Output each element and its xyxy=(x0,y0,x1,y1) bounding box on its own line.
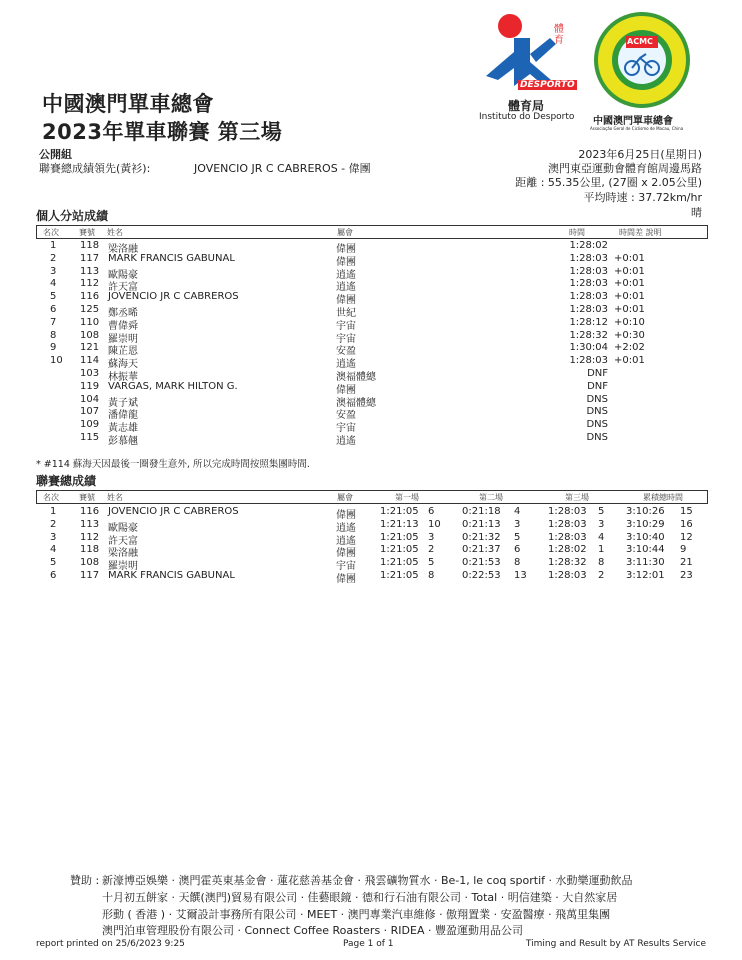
cell-total-time: 3:10:44 xyxy=(626,544,665,556)
stage-table-row xyxy=(36,240,706,255)
cell-name: VARGAS, MARK HILTON G. xyxy=(108,380,238,392)
cell-diff: +0:01 xyxy=(614,304,645,315)
cell-total-time: 3:10:40 xyxy=(626,531,665,543)
stage-table-row xyxy=(36,252,706,268)
cell-club: 澳福體總 xyxy=(336,372,376,383)
cell-name: 羅崇明 xyxy=(108,561,138,573)
cell-total-pts: 9 xyxy=(680,544,687,556)
cell-rank: 5 xyxy=(50,557,57,569)
col-rank: 名次 xyxy=(43,228,59,237)
category-label: 公開組 xyxy=(39,148,72,161)
cell-club: 澳福體總 xyxy=(336,397,376,409)
cell-bib: 121 xyxy=(80,342,100,354)
cell-name: 許天富 xyxy=(108,282,138,294)
desporto-name-pt: Instituto do Desporto xyxy=(479,112,575,122)
col-race3: 第三場 xyxy=(565,493,589,502)
cell-rank: 4 xyxy=(50,544,57,556)
cell-diff: +0:01 xyxy=(614,265,645,277)
cell-diff: +2:02 xyxy=(614,342,645,354)
overall-table-row xyxy=(36,544,706,560)
cell-club: 宇宙 xyxy=(336,423,356,435)
cell-club: 世紀 xyxy=(336,308,356,319)
cell-race2-pts: 5 xyxy=(514,531,521,543)
cell-name: 梁洛融 xyxy=(108,548,138,560)
cell-race3-time: 1:28:03 xyxy=(548,531,587,543)
cell-race3-pts: 4 xyxy=(598,531,605,543)
cell-total-time: 3:11:30 xyxy=(626,557,665,569)
cell-race2-time: 0:21:37 xyxy=(462,544,501,556)
cell-race1-time: 1:21:05 xyxy=(380,531,419,543)
cell-name: 梁洛融 xyxy=(108,244,138,255)
cell-club: 偉團 xyxy=(336,295,356,307)
cell-time: DNS xyxy=(586,419,608,431)
cell-race2-pts: 4 xyxy=(514,506,521,517)
cell-time: 1:28:03 xyxy=(569,252,608,264)
event-distance: 距離 : 55.35公里, (27圈 x 2.05公里) xyxy=(515,176,702,189)
page-number: Page 1 of 1 xyxy=(343,939,394,949)
stage-table-header xyxy=(36,225,708,239)
desporto-brand: DESPORTO xyxy=(520,80,575,90)
cell-total-time: 3:10:26 xyxy=(626,506,665,517)
sponsors-line3: 形動 ( 香港 ) · 艾爾設計事務所有限公司 · MEET · 澳門專業汽車維修 · 傲翔置業 · 安盈醫療 · 飛萬里集團 xyxy=(102,908,611,921)
cell-name: 林振華 xyxy=(108,372,138,383)
cell-race1-pts: 6 xyxy=(428,506,435,517)
cell-total-time: 3:10:29 xyxy=(626,518,665,530)
stage-table-row xyxy=(36,304,706,319)
timing-service: Timing and Result by AT Results Service xyxy=(525,939,706,949)
cell-rank: 1 xyxy=(50,506,57,517)
cell-time: 1:28:03 xyxy=(569,304,608,315)
cell-bib: 113 xyxy=(80,518,100,530)
col-rank: 名次 xyxy=(43,493,59,502)
stage-table-row xyxy=(36,291,706,307)
cell-race1-time: 1:21:05 xyxy=(380,570,419,581)
cell-race2-pts: 3 xyxy=(514,518,521,530)
col-bib: 賽號 xyxy=(79,228,95,237)
acmc-badge-emblem xyxy=(594,12,690,108)
col-name: 姓名 xyxy=(107,228,123,237)
cell-race2-pts: 6 xyxy=(514,544,521,556)
cell-name: 蘇海天 xyxy=(108,359,138,371)
cell-race3-pts: 2 xyxy=(598,570,605,581)
cell-race2-time: 0:21:18 xyxy=(462,506,501,517)
cell-race3-time: 1:28:03 xyxy=(548,570,587,581)
stage-table-row xyxy=(36,355,706,371)
cell-club: 逍遙 xyxy=(336,522,356,534)
cell-rank: 5 xyxy=(50,291,57,303)
cell-rank: 6 xyxy=(50,304,57,315)
cell-club: 偉團 xyxy=(336,548,356,560)
cell-race1-pts: 3 xyxy=(428,531,435,543)
cell-name: 彭慕翹 xyxy=(108,436,138,447)
stage-table-row xyxy=(36,432,706,447)
cell-time: DNF xyxy=(587,380,608,392)
cell-rank: 3 xyxy=(50,531,57,543)
cell-bib: 109 xyxy=(80,419,100,431)
cell-club: 安盈 xyxy=(336,346,356,358)
cell-bib: 125 xyxy=(80,304,100,315)
desporto-vertical-text: 體育 xyxy=(554,24,564,46)
cell-club: 逍遙 xyxy=(336,359,356,371)
sponsors-label: 贊助 : xyxy=(70,874,100,887)
cell-bib: 108 xyxy=(80,329,100,341)
col-race1: 第一場 xyxy=(395,493,419,502)
cell-rank: 7 xyxy=(50,316,57,328)
overall-table-row xyxy=(36,506,706,521)
cell-rank: 2 xyxy=(50,518,57,530)
cell-bib: 115 xyxy=(80,432,100,443)
cell-race1-pts: 5 xyxy=(428,557,435,569)
cell-name: 曹偉舜 xyxy=(108,320,138,332)
cell-total-pts: 12 xyxy=(680,531,693,543)
cell-race3-pts: 3 xyxy=(598,518,605,530)
acmc-badge-text: ACMC xyxy=(627,37,653,46)
overall-table-row xyxy=(36,531,706,547)
cell-time: 1:28:03 xyxy=(569,355,608,367)
cell-time: DNS xyxy=(586,432,608,443)
cell-race3-time: 1:28:32 xyxy=(548,557,587,569)
event-avg-speed: 平均時速 : 37.72km/hr xyxy=(583,191,702,204)
cell-name: 歐陽豪 xyxy=(108,269,138,281)
cell-race1-time: 1:21:05 xyxy=(380,544,419,556)
cell-race2-time: 0:21:53 xyxy=(462,557,501,569)
cell-diff: +0:10 xyxy=(614,316,645,328)
cell-bib: 113 xyxy=(80,265,100,277)
cell-diff: +0:01 xyxy=(614,252,645,264)
page-title-line2: 2023年單車聯賽 第三場 xyxy=(42,120,283,144)
cell-name: 黃志雄 xyxy=(108,423,138,435)
cell-race1-time: 1:21:13 xyxy=(380,518,419,530)
cell-race2-time: 0:22:53 xyxy=(462,570,501,581)
cell-bib: 110 xyxy=(80,316,100,328)
cell-name: 許天富 xyxy=(108,535,138,547)
stage-table-row xyxy=(36,278,706,294)
cell-total-pts: 23 xyxy=(680,570,693,581)
overall-table-row xyxy=(36,518,706,534)
desporto-name-cn: 體育局 xyxy=(508,99,545,113)
cell-club: 宇宙 xyxy=(336,320,356,332)
cell-name: 鄭丞晞 xyxy=(108,308,138,319)
cell-club: 安盈 xyxy=(336,410,356,422)
cell-total-pts: 15 xyxy=(680,506,693,517)
cell-race1-time: 1:21:05 xyxy=(380,557,419,569)
cell-time: 1:30:04 xyxy=(569,342,608,354)
sponsors-line2: 十月初五餅家 · 天饌(澳門)貿易有限公司 · 佳藝眼鏡 · 德和行石油有限公司 · Total · 明信建築 · 大自然家居 xyxy=(102,891,618,904)
leader-name: JOVENCIO JR C CABREROS - 偉團 xyxy=(194,162,371,175)
event-venue: 澳門東亞運動會體育館周邊馬路 xyxy=(548,162,702,175)
cell-club: 逍遙 xyxy=(336,282,356,294)
cell-race2-pts: 8 xyxy=(514,557,521,569)
cell-time: 1:28:32 xyxy=(569,329,608,341)
cell-name: 歐陽豪 xyxy=(108,522,138,534)
cell-bib: 103 xyxy=(80,368,100,379)
cell-rank: 10 xyxy=(50,355,63,367)
cell-race3-pts: 5 xyxy=(598,506,605,517)
cell-bib: 107 xyxy=(80,406,100,418)
cell-rank: 6 xyxy=(50,570,57,581)
col-time: 時間 xyxy=(569,228,585,237)
cell-name: MARK FRANCIS GABUNAL xyxy=(108,252,235,264)
cell-bib: 112 xyxy=(80,531,100,543)
page-title-line1: 中國澳門單車總會 xyxy=(42,92,214,116)
col-diff: 時間差 說明 xyxy=(619,228,662,237)
col-race2: 第二場 xyxy=(479,493,503,502)
col-total: 累積總時間 xyxy=(643,493,683,502)
cell-time: DNS xyxy=(586,406,608,418)
cell-diff: +0:30 xyxy=(614,329,645,341)
stage-note: * #114 蘇海天因最後一圈發生意外, 所以完成時間按照集團時間. xyxy=(36,459,310,470)
cell-bib: 104 xyxy=(80,393,100,405)
cell-club: 偉團 xyxy=(336,574,356,585)
cell-time: 1:28:02 xyxy=(569,240,608,251)
cell-rank: 8 xyxy=(50,329,57,341)
cell-rank: 1 xyxy=(50,240,57,251)
cell-race2-time: 0:21:32 xyxy=(462,531,501,543)
cell-time: 1:28:03 xyxy=(569,278,608,290)
cell-bib: 116 xyxy=(80,291,100,303)
report-printed: report printed on 25/6/2023 9:25 xyxy=(36,939,185,949)
cell-rank: 9 xyxy=(50,342,57,354)
stage-table-row xyxy=(36,342,706,358)
cell-race1-time: 1:21:05 xyxy=(380,506,419,517)
cell-total-pts: 21 xyxy=(680,557,693,569)
cell-total-pts: 16 xyxy=(680,518,693,530)
cell-time: 1:28:03 xyxy=(569,291,608,303)
cell-race2-time: 0:21:13 xyxy=(462,518,501,530)
cell-name: JOVENCIO JR C CABREROS xyxy=(108,506,239,517)
cell-club: 宇宙 xyxy=(336,561,356,573)
stage-table-row xyxy=(36,419,706,435)
col-club: 屬會 xyxy=(337,228,353,237)
cell-race3-pts: 8 xyxy=(598,557,605,569)
sponsors-line4: 澳門泊車管理股份有限公司 · Connect Coffee Roasters · RIDEA · 豐盈運動用品公司 xyxy=(102,924,523,937)
acmc-name-pt: Associação Geral de Ciclismo de Macau, China xyxy=(590,126,684,131)
col-name: 姓名 xyxy=(107,493,123,502)
cell-club: 逍遙 xyxy=(336,436,356,447)
cell-race3-pts: 1 xyxy=(598,544,605,556)
cell-time: 1:28:03 xyxy=(569,265,608,277)
overall-section-title: 聯賽總成績 xyxy=(36,474,97,488)
cell-name: 羅崇明 xyxy=(108,333,138,345)
cell-race3-time: 1:28:03 xyxy=(548,518,587,530)
cell-bib: 117 xyxy=(80,252,100,264)
cell-diff: +0:01 xyxy=(614,355,645,367)
stage-table-row xyxy=(36,393,706,409)
stage-table-row xyxy=(36,329,706,345)
cell-name: 陳芷恩 xyxy=(108,346,138,358)
overall-table-row xyxy=(36,557,706,573)
overall-table-header xyxy=(36,490,708,504)
cell-club: 偉團 xyxy=(336,510,356,521)
cell-race1-pts: 10 xyxy=(428,518,441,530)
cell-bib: 108 xyxy=(80,557,100,569)
cell-club: 偉團 xyxy=(336,244,356,255)
cell-rank: 2 xyxy=(50,252,57,264)
acmc-logo xyxy=(590,12,690,132)
stage-table-row xyxy=(36,380,706,396)
cell-bib: 117 xyxy=(80,570,100,581)
acmc-name-cn: 中國澳門單車總會 xyxy=(593,116,673,127)
cell-name: JOVENCIO JR C CABREROS xyxy=(108,291,239,303)
cell-bib: 114 xyxy=(80,355,100,367)
cell-time: 1:28:12 xyxy=(569,316,608,328)
stage-section-title: 個人分站成績 xyxy=(36,209,109,223)
cell-time: DNF xyxy=(587,368,608,379)
cell-club: 宇宙 xyxy=(336,333,356,345)
stage-table-row xyxy=(36,406,706,422)
cell-name: MARK FRANCIS GABUNAL xyxy=(108,570,235,581)
col-bib: 賽號 xyxy=(79,493,95,502)
event-weather: 晴 xyxy=(691,206,702,219)
cell-time: DNS xyxy=(586,393,608,405)
cell-race1-pts: 8 xyxy=(428,570,435,581)
stage-table-row xyxy=(36,265,706,281)
cell-bib: 112 xyxy=(80,278,100,290)
event-date: 2023年6月25日(星期日) xyxy=(578,148,702,161)
cell-race1-pts: 2 xyxy=(428,544,435,556)
cell-name: 潘偉龍 xyxy=(108,410,138,422)
cell-rank: 4 xyxy=(50,278,57,290)
cell-diff: +0:01 xyxy=(614,291,645,303)
cell-club: 偉團 xyxy=(336,256,356,268)
cell-bib: 118 xyxy=(80,544,100,556)
cell-bib: 119 xyxy=(80,380,100,392)
cell-club: 逍遙 xyxy=(336,269,356,281)
overall-table-row xyxy=(36,570,706,585)
cell-name: 黃子斌 xyxy=(108,397,138,409)
cell-club: 逍遙 xyxy=(336,535,356,547)
cell-race3-time: 1:28:03 xyxy=(548,506,587,517)
cell-diff: +0:01 xyxy=(614,278,645,290)
cell-race2-pts: 13 xyxy=(514,570,527,581)
sponsors-line1: 新濠博亞娛樂 · 澳門霍英東基金會 · 蓮花慈善基金會 · 飛雲礦物質水 · Be-1, le coq sportif · 水動樂運動飲品 xyxy=(102,874,633,887)
cell-race3-time: 1:28:02 xyxy=(548,544,587,556)
cell-rank: 3 xyxy=(50,265,57,277)
cell-bib: 118 xyxy=(80,240,100,251)
cell-bib: 116 xyxy=(80,506,100,517)
cell-total-time: 3:12:01 xyxy=(626,570,665,581)
desporto-logo xyxy=(478,14,578,126)
col-club: 屬會 xyxy=(337,493,353,502)
cell-club: 偉團 xyxy=(336,384,356,396)
stage-table-row xyxy=(36,368,706,383)
stage-table-row xyxy=(36,316,706,332)
leader-label: 聯賽總成績領先(黃衫): xyxy=(39,162,151,175)
